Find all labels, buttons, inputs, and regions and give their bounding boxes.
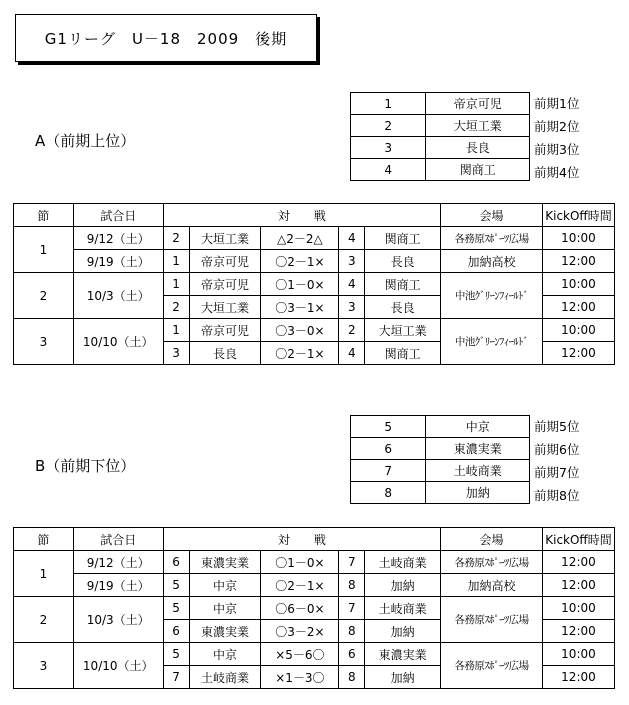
ranking-previous-rank: 前期4位 [534, 165, 580, 180]
match-score: 〇3－2× [261, 620, 339, 643]
header-match: 対 戦 [163, 528, 440, 551]
kickoff-time: 12:00 [542, 342, 614, 365]
header-kickoff: KickOff時間 [542, 528, 614, 551]
team2-num: 8 [339, 620, 365, 643]
team2-name: 東濃実業 [365, 643, 441, 666]
ranking-team: 帝京可児 [426, 93, 530, 115]
ranking-row [351, 460, 530, 482]
match-date: 9/12（土） [73, 227, 163, 250]
team1-num: 5 [163, 597, 189, 620]
kickoff-time: 12:00 [542, 666, 614, 689]
team2-num: 3 [339, 296, 365, 319]
match-score: 〇2－1× [261, 250, 339, 273]
group-a-schedule-table [13, 203, 615, 365]
team2-name: 長良 [365, 250, 441, 273]
match-date: 10/10（土） [73, 319, 163, 365]
kickoff-time: 10:00 [542, 319, 614, 342]
ranking-num: 3 [351, 137, 426, 159]
team2-name: 関商工 [365, 342, 441, 365]
ranking-team: 加納 [426, 482, 530, 504]
match-venue: 各務原ｽﾎﾟｰﾂ広場 [441, 597, 543, 643]
ranking-team: 大垣工業 [426, 115, 530, 137]
match-date: 10/3（土） [73, 273, 163, 319]
match-score: 〇2－1× [261, 342, 339, 365]
team1-name: 中京 [189, 597, 261, 620]
ranking-num: 1 [351, 93, 426, 115]
ranking-num: 6 [351, 438, 426, 460]
team1-name: 東濃実業 [189, 620, 261, 643]
ranking-team: 東濃実業 [426, 438, 530, 460]
kickoff-time: 10:00 [542, 597, 614, 620]
round-number: 1 [14, 227, 74, 273]
team1-name: 中京 [189, 643, 261, 666]
ranking-num: 5 [351, 416, 426, 438]
round-number: 2 [14, 273, 74, 319]
header-match: 対 戦 [163, 204, 440, 227]
match-row [14, 574, 615, 597]
match-score: ×5－6〇 [261, 643, 339, 666]
match-venue: 各務原ｽﾎﾟｰﾂ広場 [441, 227, 543, 250]
match-venue: 各務原ｽﾎﾟｰﾂ広場 [441, 551, 543, 574]
group-b-label: B（前期下位） [35, 457, 136, 475]
team1-name: 東濃実業 [189, 551, 261, 574]
match-venue: 加納高校 [441, 574, 543, 597]
ranking-num: 4 [351, 159, 426, 181]
round-number: 3 [14, 319, 74, 365]
kickoff-time: 12:00 [542, 551, 614, 574]
team2-num: 7 [339, 551, 365, 574]
round-number: 2 [14, 597, 74, 643]
group-b-ranking-table [350, 415, 530, 504]
match-row [14, 319, 615, 342]
team1-num: 1 [163, 319, 189, 342]
team1-name: 大垣工業 [189, 227, 261, 250]
team2-name: 大垣工業 [365, 319, 441, 342]
team1-name: 土岐商業 [189, 666, 261, 689]
match-date: 9/12（土） [73, 551, 163, 574]
team1-name: 帝京可児 [189, 250, 261, 273]
kickoff-time: 10:00 [542, 227, 614, 250]
team2-num: 8 [339, 574, 365, 597]
header-date: 試合日 [73, 528, 163, 551]
round-number: 1 [14, 551, 74, 597]
team2-name: 土岐商業 [365, 597, 441, 620]
ranking-row [351, 137, 530, 159]
header-venue: 会場 [441, 528, 543, 551]
ranking-previous-rank: 前期1位 [534, 96, 580, 111]
document-title: G1リーグ U－18 2009 後期 [15, 14, 317, 62]
match-row [14, 227, 615, 250]
team1-name: 帝京可児 [189, 273, 261, 296]
team2-num: 3 [339, 250, 365, 273]
team1-num: 6 [163, 620, 189, 643]
group-a-ranking-table [350, 92, 530, 181]
team1-name: 中京 [189, 574, 261, 597]
kickoff-time: 10:00 [542, 273, 614, 296]
ranking-team: 関商工 [426, 159, 530, 181]
ranking-num: 7 [351, 460, 426, 482]
match-date: 10/3（土） [73, 597, 163, 643]
team1-num: 2 [163, 227, 189, 250]
ranking-row [351, 438, 530, 460]
team1-num: 7 [163, 666, 189, 689]
kickoff-time: 12:00 [542, 296, 614, 319]
ranking-row [351, 93, 530, 115]
team2-num: 4 [339, 227, 365, 250]
team2-name: 関商工 [365, 227, 441, 250]
team1-name: 大垣工業 [189, 296, 261, 319]
schedule-header-row [14, 204, 615, 227]
kickoff-time: 10:00 [542, 643, 614, 666]
team1-num: 5 [163, 574, 189, 597]
ranking-team: 長良 [426, 137, 530, 159]
team2-name: 長良 [365, 296, 441, 319]
kickoff-time: 12:00 [542, 574, 614, 597]
match-row [14, 643, 615, 666]
match-row [14, 551, 615, 574]
ranking-num: 8 [351, 482, 426, 504]
team1-num: 1 [163, 250, 189, 273]
team1-name: 長良 [189, 342, 261, 365]
team1-num: 5 [163, 643, 189, 666]
ranking-previous-rank: 前期6位 [534, 442, 580, 457]
team2-name: 加納 [365, 574, 441, 597]
ranking-previous-rank: 前期8位 [534, 488, 580, 503]
team1-num: 6 [163, 551, 189, 574]
header-kickoff: KickOff時間 [542, 204, 614, 227]
match-score: 〇1－0× [261, 273, 339, 296]
match-score: 〇1－0× [261, 551, 339, 574]
ranking-previous-rank: 前期3位 [534, 142, 580, 157]
ranking-team: 土岐商業 [426, 460, 530, 482]
group-a-label: A（前期上位） [35, 132, 136, 150]
match-score: 〇2－1× [261, 574, 339, 597]
match-venue: 加納高校 [441, 250, 543, 273]
team2-name: 加納 [365, 620, 441, 643]
header-setsu: 節 [14, 204, 74, 227]
team2-name: 関商工 [365, 273, 441, 296]
match-score: 〇3－0× [261, 319, 339, 342]
match-row [14, 597, 615, 620]
team2-name: 土岐商業 [365, 551, 441, 574]
match-score: ×1－3〇 [261, 666, 339, 689]
ranking-num: 2 [351, 115, 426, 137]
team1-name: 帝京可児 [189, 319, 261, 342]
team2-num: 6 [339, 643, 365, 666]
match-row [14, 273, 615, 296]
header-date: 試合日 [73, 204, 163, 227]
round-number: 3 [14, 643, 74, 689]
kickoff-time: 12:00 [542, 620, 614, 643]
team1-num: 3 [163, 342, 189, 365]
match-date: 10/10（土） [73, 643, 163, 689]
match-date: 9/19（土） [73, 250, 163, 273]
team2-num: 7 [339, 597, 365, 620]
match-venue: 中池ｸﾞﾘｰﾝﾌｨｰﾙﾄﾞ [441, 319, 543, 365]
header-venue: 会場 [441, 204, 543, 227]
match-venue: 各務原ｽﾎﾟｰﾂ広場 [441, 643, 543, 689]
match-score: 〇3－1× [261, 296, 339, 319]
ranking-row [351, 482, 530, 504]
group-b-schedule-table [13, 527, 615, 689]
ranking-previous-rank: 前期2位 [534, 119, 580, 134]
schedule-header-row [14, 528, 615, 551]
match-date: 9/19（土） [73, 574, 163, 597]
team2-num: 4 [339, 342, 365, 365]
ranking-row [351, 159, 530, 181]
match-venue: 中池ｸﾞﾘｰﾝﾌｨｰﾙﾄﾞ [441, 273, 543, 319]
match-score: 〇6－0× [261, 597, 339, 620]
team2-name: 加納 [365, 666, 441, 689]
ranking-previous-rank: 前期7位 [534, 465, 580, 480]
match-row [14, 250, 615, 273]
team2-num: 8 [339, 666, 365, 689]
ranking-team: 中京 [426, 416, 530, 438]
ranking-previous-rank: 前期5位 [534, 419, 580, 434]
team1-num: 1 [163, 273, 189, 296]
kickoff-time: 12:00 [542, 250, 614, 273]
match-score: △2－2△ [261, 227, 339, 250]
team2-num: 4 [339, 273, 365, 296]
ranking-row [351, 416, 530, 438]
team1-num: 2 [163, 296, 189, 319]
ranking-row [351, 115, 530, 137]
team2-num: 2 [339, 319, 365, 342]
header-setsu: 節 [14, 528, 74, 551]
